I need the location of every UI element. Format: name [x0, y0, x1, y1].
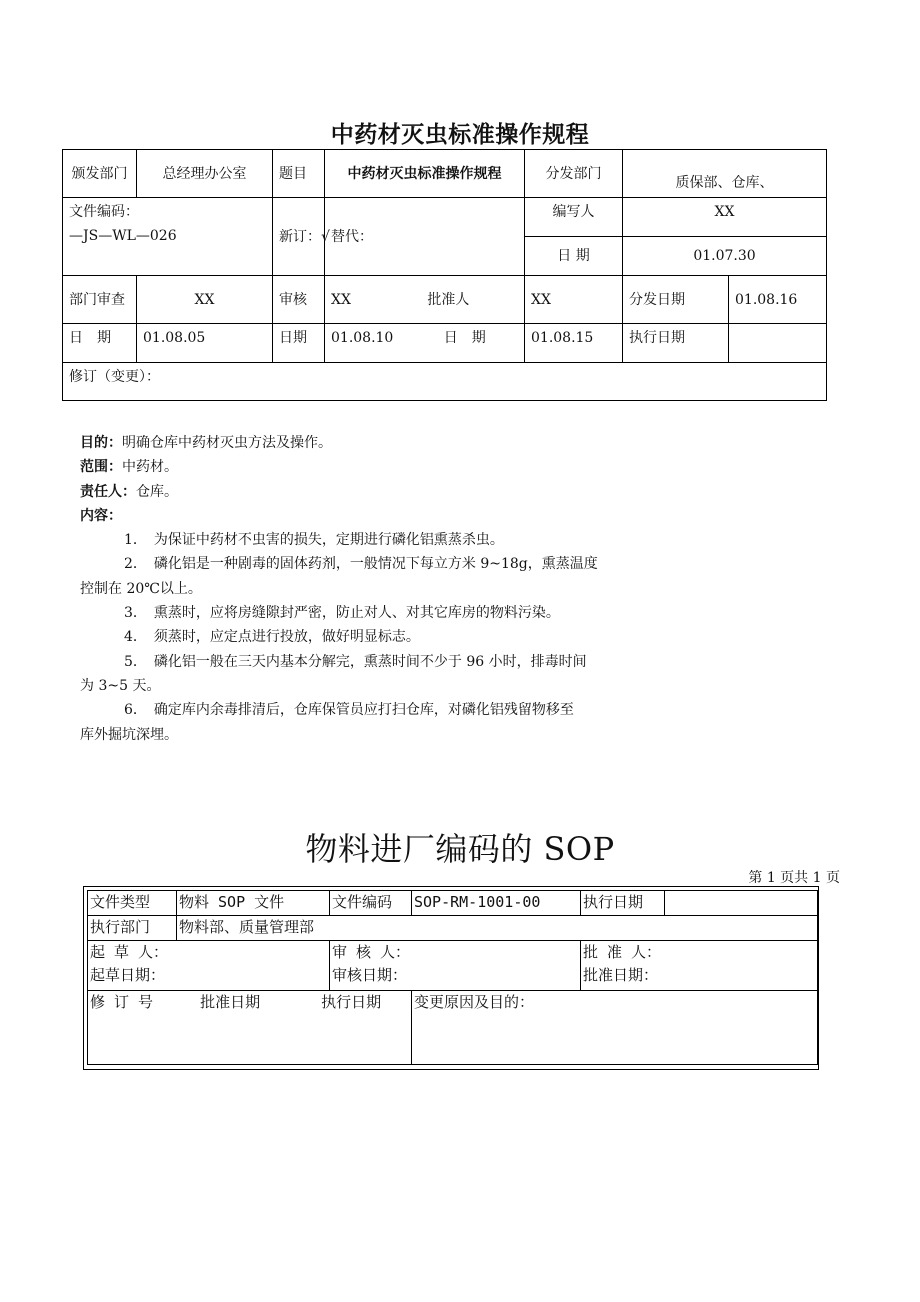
exec-dept-value: 物料部、质量管理部 — [177, 916, 818, 941]
approver-label: 批准人 — [427, 291, 470, 308]
doc1-header-table — [62, 149, 827, 401]
rev-no-label: 修 订 号 — [90, 993, 154, 1011]
doc2-exec-date-label: 执行日期 — [581, 891, 665, 916]
content-item-5: 5． 磷化铝一般在三天内基本分解完，熏蒸时间不少于 96 小时，排毒时间 — [124, 653, 587, 670]
replace-label: 替代： — [325, 198, 525, 276]
draft-date-label: 起草日期： — [90, 966, 166, 984]
file-code-label: 文件编码： — [69, 204, 139, 220]
doc1-body — [80, 431, 720, 747]
purpose-label: 目的： — [80, 435, 122, 451]
audit-label: 审核 — [273, 276, 325, 324]
doc2-header-table — [87, 890, 818, 1065]
dist-date-label: 分发日期 — [623, 276, 729, 324]
exec-date-label: 执行日期 — [623, 324, 729, 363]
issue-dept-value: 总经理办公室 — [137, 150, 273, 198]
dist-date-value: 01.08.16 — [729, 276, 827, 324]
date4-value: 01.08.15 — [525, 324, 623, 363]
dept-review-label: 部门审查 — [63, 276, 137, 324]
date3-label: 日期 — [273, 324, 325, 363]
exec-date-col: 执行日期 — [321, 993, 382, 1011]
doc2-exec-date-value — [665, 891, 818, 916]
content-item-2-cont: 控制在 20℃以上。 — [80, 580, 202, 597]
date2-label: 日 期 — [63, 324, 137, 363]
content-item-4: 4． 须蒸时，应定点进行投放，做好明显标志。 — [124, 629, 420, 646]
author-label: 编写人 — [525, 198, 623, 237]
content-item-3: 3． 熏蒸时，应将房缝隙封严密，防止对人、对其它库房的物料污染。 — [124, 605, 560, 622]
file-type-value: 物料 SOP 文件 — [177, 891, 330, 916]
issue-dept-label: 颁发部门 — [63, 150, 137, 198]
dept-review-value: XX — [137, 276, 273, 324]
revision-label: 修订（变更）： — [63, 363, 827, 401]
responsible-text: 仓库。 — [136, 483, 178, 500]
content-item-2: 2． 磷化铝是一种剧毒的固体药剂，一般情况下每立方米 9~18g，熏蒸温度 — [124, 556, 598, 573]
doc2-title: 物料进厂编码的 SOP — [305, 830, 615, 868]
file-code-value: —JS—WL—026 — [69, 228, 177, 244]
drafter-label: 起 草 人： — [90, 943, 169, 961]
date3-value: 01.08.10 — [331, 330, 394, 346]
scope-text: 中药材。 — [122, 459, 178, 476]
exec-dept-label: 执行部门 — [88, 916, 177, 941]
content-item-6-cont: 库外掘坑深埋。 — [80, 726, 178, 743]
change-reason-label: 变更原因及目的： — [412, 991, 818, 1065]
page-info: 第 1 页共 1 页 — [748, 870, 840, 886]
author-value: XX — [623, 198, 827, 237]
content-item-1: 1． 为保证中药材不虫害的损失，定期进行磷化铝熏蒸杀虫。 — [124, 532, 504, 549]
doc2-file-code-value: SOP-RM-1001-00 — [412, 891, 581, 916]
exec-date-value — [729, 324, 827, 363]
doc2-file-code-label: 文件编码 — [330, 891, 412, 916]
date2-value: 01.08.05 — [137, 324, 273, 363]
approve-date-col: 批准日期 — [200, 993, 261, 1011]
review-date-label: 审核日期： — [332, 966, 408, 984]
approver2-label: 批 准 人： — [583, 943, 662, 961]
doc1-title: 中药材灭虫标准操作规程 — [330, 122, 590, 148]
date4-label: 日 期 — [443, 330, 486, 346]
content-label: 内容： — [80, 507, 122, 524]
responsible-label: 责任人： — [80, 483, 136, 500]
content-item-5-cont: 为 3~5 天。 — [80, 677, 161, 694]
new-label: 新订：√ — [273, 198, 325, 276]
file-type-label: 文件类型 — [88, 891, 177, 916]
date-value: 01.07.30 — [623, 237, 827, 276]
approve-date-label: 批准日期： — [583, 966, 659, 984]
purpose-text: 明确仓库中药材灭虫方法及操作。 — [122, 435, 332, 451]
dist-dept-value: 质保部、仓库、 — [623, 150, 827, 198]
subject-label: 题目 — [273, 150, 325, 198]
subject-value: 中药材灭虫标准操作规程 — [325, 150, 525, 198]
content-item-6: 6． 确定库内余毒排清后，仓库保管员应打扫仓库，对磷化铝残留物移至 — [124, 702, 574, 719]
reviewer-label: 审 核 人： — [332, 943, 411, 961]
dist-dept-label: 分发部门 — [525, 150, 623, 198]
approver-value: XX — [525, 276, 623, 324]
date-label: 日 期 — [525, 237, 623, 276]
scope-label: 范围： — [80, 459, 122, 476]
audit-value: XX — [331, 291, 351, 308]
